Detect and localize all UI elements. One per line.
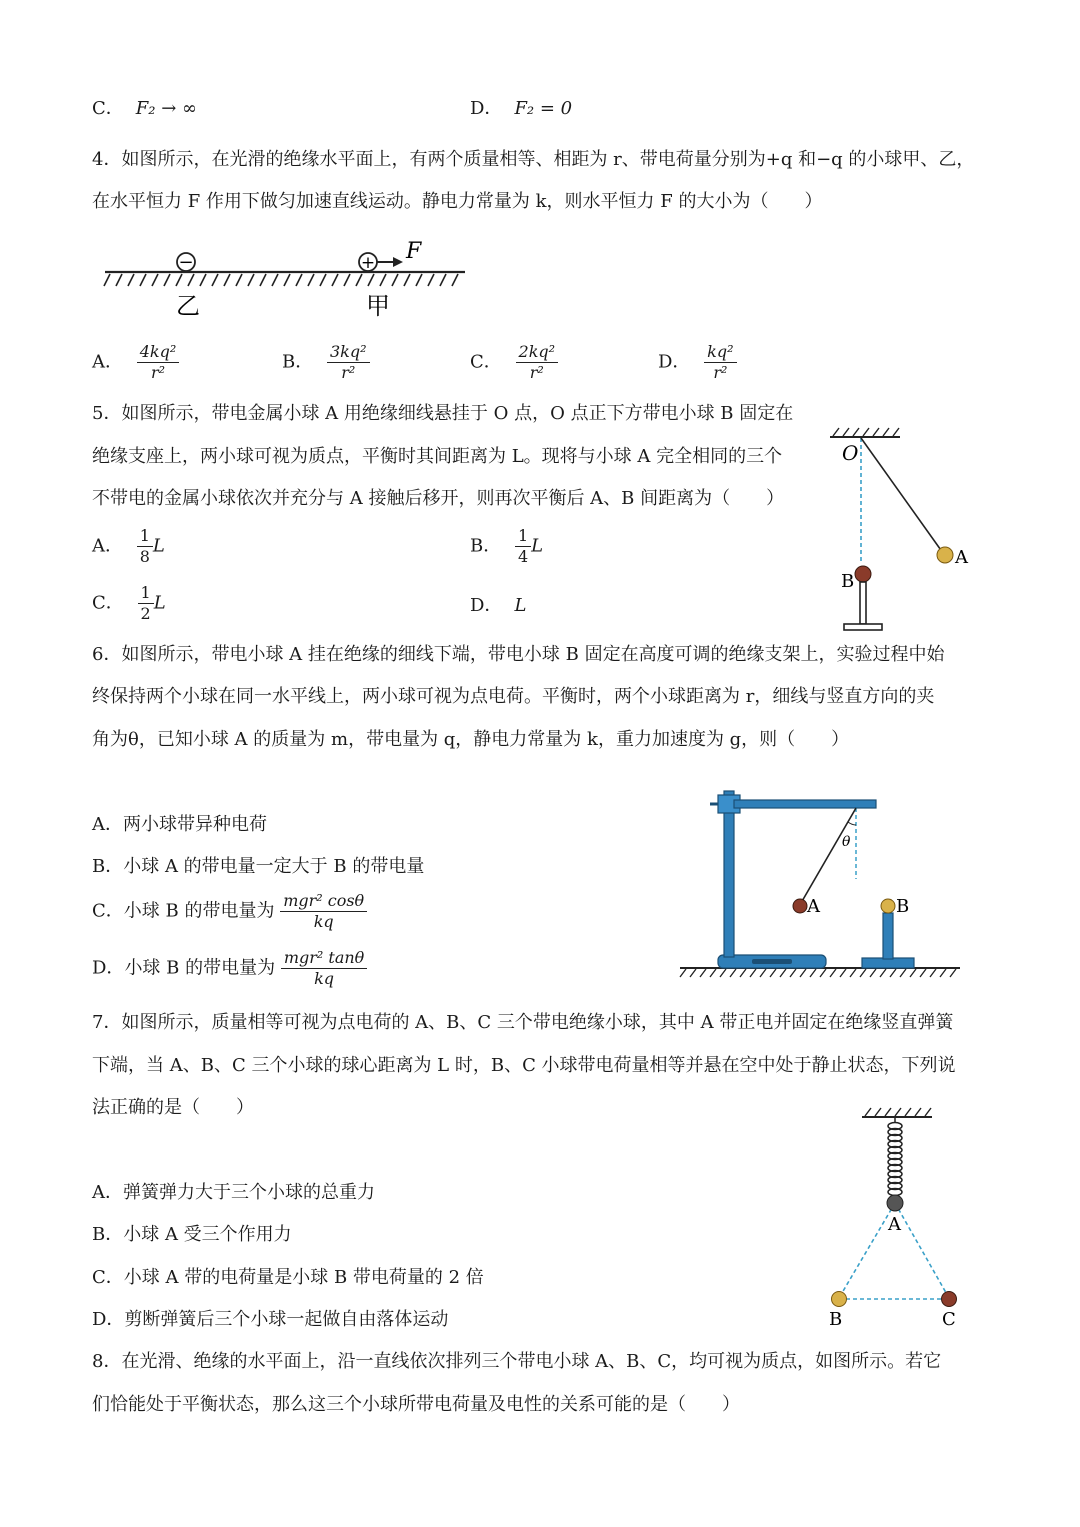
q6-figure [680, 775, 965, 980]
q6-ball-a [793, 899, 807, 913]
q6-stand-base-slot [752, 959, 792, 964]
q6-option-b: B．小球 A 的带电量一定大于 B 的带电量 [92, 856, 425, 877]
q7-ball-c [942, 1292, 957, 1307]
q5-ceiling-hatch [833, 428, 899, 436]
q6-stand-pole [724, 791, 734, 957]
q3-option-c: C． F₂ → ∞ [92, 98, 198, 119]
q6-stem-line1: 6．如图所示，带电小球 A 挂在绝缘的细线下端，带电小球 B 固定在高度可调的绝缘支架上，实验过程中始 [92, 644, 945, 665]
q6-angle-arc [848, 822, 856, 825]
q8-stem-line2: 们恰能处于平衡状态，那么这三个小球所带电荷量及电性的关系可能的是（ ） [92, 1394, 740, 1415]
q5-stand-post [860, 582, 866, 624]
q6-stem-line2: 终保持两个小球在同一水平线上，两小球可视为点电荷。平衡时，两个小球距离为 r，细线与竖直方向的夹 [92, 686, 935, 707]
q4-positive-sign: + [360, 253, 376, 273]
q5-option-a: A． $\frac{1}{8}$ L [92, 526, 165, 566]
q4-label-yi: 乙 [176, 292, 200, 320]
q7-option-a: A．弹簧弹力大于三个小球的总重力 [92, 1182, 375, 1203]
q6-label-b: B [896, 896, 910, 917]
q4-option-b-frac: $\frac{\text{3kq²}}{\text{r²}}$ [327, 344, 370, 381]
q7-ball-a [887, 1195, 903, 1211]
q3-option-c-expr: F₂ → ∞ [135, 98, 198, 119]
q4-option-d: D． $\frac{\text{kq²}}{\text{r²}}$ [658, 344, 737, 381]
q7-option-b: B．小球 A 受三个作用力 [92, 1224, 292, 1245]
q7-stem-line1: 7．如图所示，质量相等可视为点电荷的 A、B、C 三个带电绝缘小球，其中 A 带正电并固定在绝缘竖直弹簧 [92, 1012, 954, 1033]
q5-ball-a [937, 547, 953, 563]
q7-stem-line2: 下端，当 A、B、C 三个小球的球心距离为 L 时，B、C 小球带电荷量相等并悬在空中处于静止状态，下列说 [92, 1055, 956, 1076]
q7-stem-line3: 法正确的是（ ） [92, 1097, 254, 1118]
q6-b-stand-post [883, 913, 893, 959]
q4-option-c: C． $\frac{\text{2kq²}}{\text{r²}}$ [470, 344, 558, 381]
q5-label-o: O [842, 441, 859, 465]
q4-stem-line2: 在水平恒力 F 作用下做匀加速直线运动。静电力常量为 k，则水平恒力 F 的大小为（ ） [92, 191, 823, 212]
q3-option-d-expr: F₂ = 0 [514, 98, 573, 119]
q4-ball-yi [177, 252, 195, 273]
q7-label-a: A [888, 1214, 901, 1235]
q4-force-arrowhead [393, 257, 403, 267]
q4-option-d-frac: $\frac{\text{kq²}}{\text{r²}}$ [704, 344, 736, 381]
q3-option-d: D． F₂ = 0 [470, 98, 573, 119]
q5-stem-line2: 绝缘支座上，两小球可视为质点，平衡时其间距离为 L。现将与小球 A 完全相同的三个 [92, 446, 783, 467]
q5-option-d: D． L [470, 595, 527, 616]
q7-option-c: C．小球 A 带的电荷量是小球 B 带电荷量的 2 倍 [92, 1267, 484, 1288]
q5-option-b: B． $\frac{1}{4}$ L [470, 526, 544, 566]
q5-figure [825, 425, 985, 635]
q4-option-b: B． $\frac{\text{3kq²}}{\text{r²}}$ [282, 344, 370, 381]
q6-option-d: D．小球 B 的带电量为 $\frac{\text{mgr² tanθ}}{kq}$ [92, 950, 367, 987]
q4-negative-sign: − [178, 252, 194, 273]
q7-ceiling-hatch [865, 1108, 931, 1116]
q6-ground-hatch [680, 969, 956, 977]
q8-stem-line1: 8．在光滑、绝缘的水平面上，沿一直线依次排列三个带电小球 A、B、C，均可视为质点，如图所示。若它 [92, 1351, 942, 1372]
q6-label-a: A [807, 896, 820, 917]
q7-ball-b [832, 1292, 847, 1307]
q7-figure [822, 1105, 972, 1330]
q5-ball-b [855, 566, 871, 582]
q5-stem-line1: 5．如图所示，带电金属小球 A 用绝缘细线悬挂于 O 点，O 点正下方带电小球 B 固定在 [92, 403, 794, 424]
q4-stem-line1: 4．如图所示，在光滑的绝缘水平面上，有两个质量相等、相距为 r、带电荷量分别为+q 和−q 的小球甲、乙， [92, 149, 975, 170]
q6-option-c-frac: $\frac{\text{mgr² cosθ}}{kq}$ [280, 893, 367, 930]
q7-edge-ac [895, 1203, 949, 1298]
q4-ground-hatch [104, 274, 458, 286]
q7-option-d: D．剪断弹簧后三个小球一起做自由落体运动 [92, 1309, 449, 1330]
q4-option-a: A． $\frac{\text{4kq²}}{\text{r²}}$ [92, 344, 179, 381]
q6-angle-label: θ [842, 834, 851, 850]
q6-option-d-frac: $\frac{\text{mgr² tanθ}}{kq}$ [281, 950, 367, 987]
q5-option-c: C． $\frac{1}{2}$ L [92, 583, 166, 623]
q5-thread [861, 438, 943, 553]
q5-stem-line3: 不带电的金属小球依次并充分与 A 接触后移开，则再次平衡后 A、B 间距离为（ ） [92, 488, 785, 509]
q5-label-a: A [955, 547, 968, 568]
q7-edge-ab [839, 1203, 895, 1298]
q6-thread [801, 808, 856, 903]
q4-option-a-frac: $\frac{\text{4kq²}}{\text{r²}}$ [137, 344, 180, 381]
q6-ball-b [881, 899, 895, 913]
q4-label-jia: 甲 [366, 292, 390, 320]
q7-label-c: C [942, 1309, 956, 1330]
q4-option-c-frac: $\frac{\text{2kq²}}{\text{r²}}$ [516, 344, 559, 381]
q4-figure [100, 238, 470, 328]
q5-label-b: B [841, 571, 855, 592]
q6-stand-arm [734, 800, 876, 808]
q6-stem-line3: 角为θ，已知小球 A 的质量为 m，带电量为 q，静电力常量为 k，重力加速度为 g，则（ ） [92, 729, 850, 750]
q4-ball-jia [359, 253, 377, 273]
q4-force-label: F [406, 239, 422, 264]
q7-label-b: B [829, 1309, 843, 1330]
q5-stand-base [844, 624, 882, 630]
q6-option-c: C．小球 B 的带电量为 $\frac{\text{mgr² cosθ}}{kq}$ [92, 893, 367, 930]
q6-option-a: A．两小球带异种电荷 [92, 814, 267, 835]
q7-spring [888, 1117, 902, 1197]
